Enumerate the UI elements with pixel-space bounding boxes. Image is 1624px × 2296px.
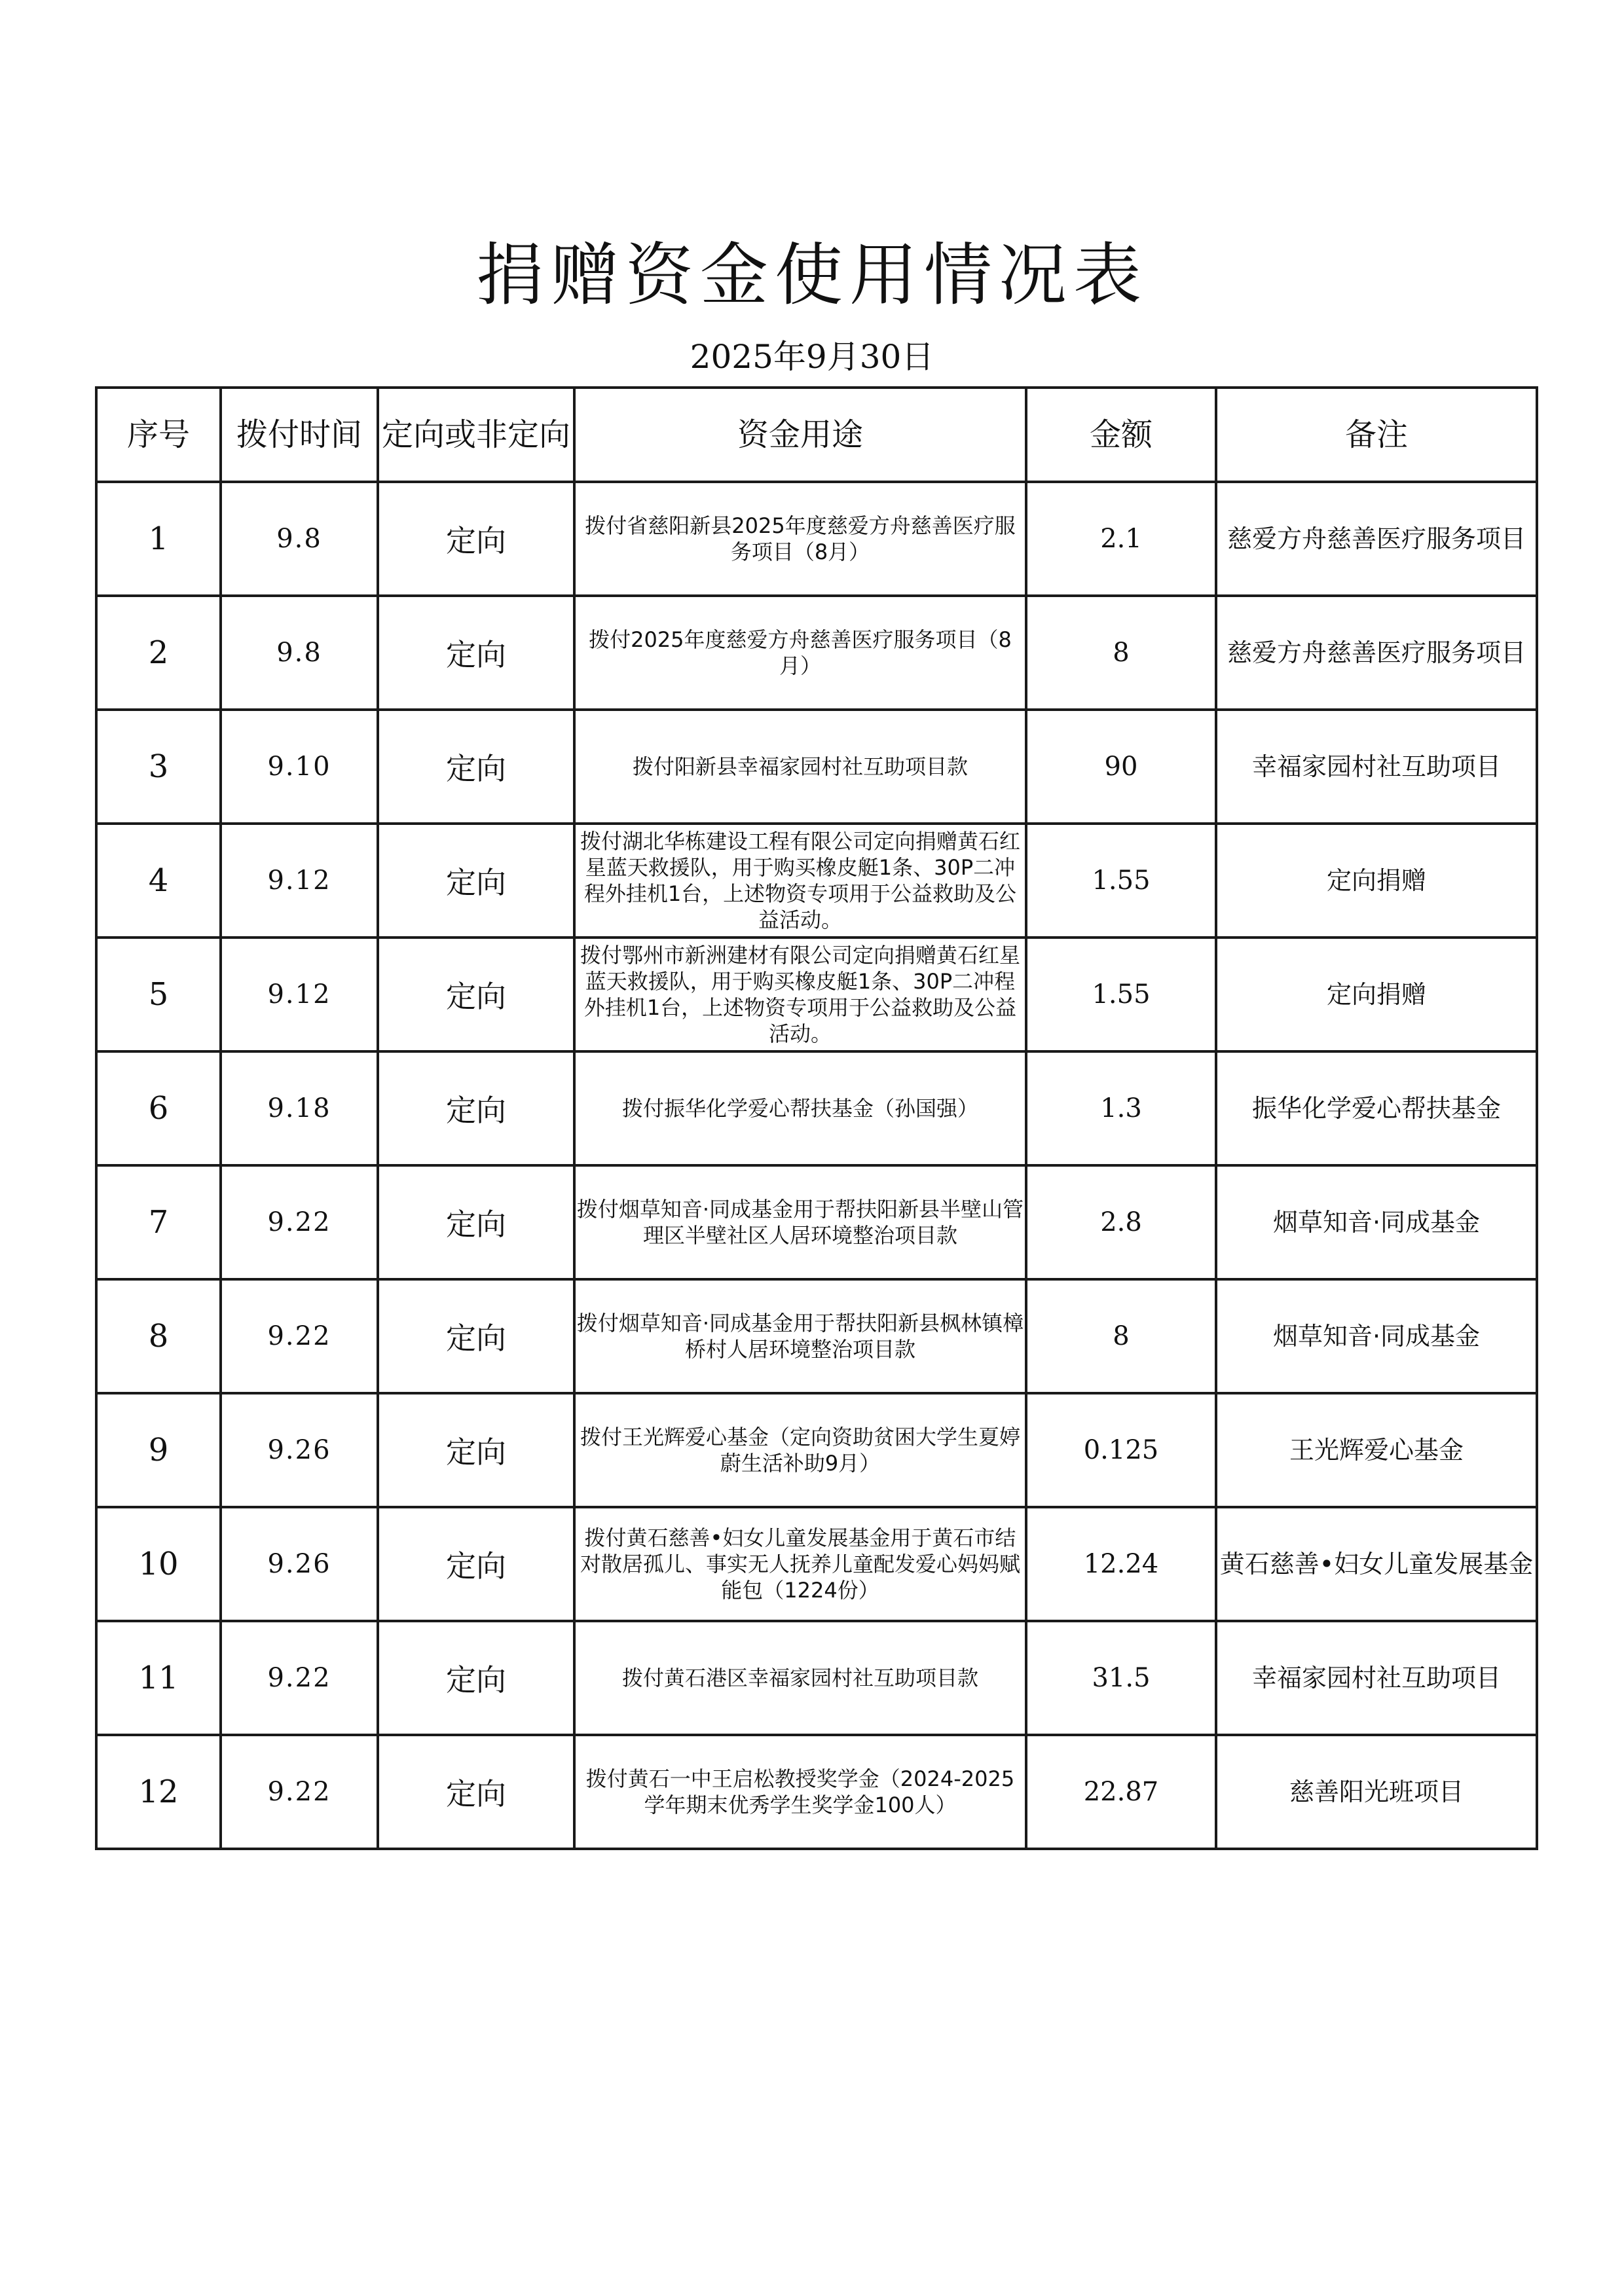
cell-remark: 烟草知音·同成基金 [1216,1279,1537,1393]
cell-payment-time: 9.8 [221,482,378,596]
table-row [96,1393,1537,1507]
cell-fund-purpose: 拨付烟草知音·同成基金用于帮扶阳新县枫林镇樟桥村人居环境整治项目款 [574,1279,1026,1393]
donation-usage-table [95,386,1538,1850]
cell-amount: 1.3 [1026,1051,1216,1165]
cell-fund-purpose: 拨付王光辉爱心基金（定向资助贫困大学生夏婷蔚生活补助9月） [574,1393,1026,1507]
cell-fund-purpose: 拨付阳新县幸福家园村社互助项目款 [574,710,1026,824]
cell-amount: 8 [1026,1279,1216,1393]
cell-amount: 1.55 [1026,938,1216,1051]
cell-serial-number: 10 [96,1507,221,1621]
table-header-row [96,388,1537,482]
cell-directed-type: 定向 [378,1165,574,1279]
cell-remark: 王光辉爱心基金 [1216,1393,1537,1507]
cell-remark: 幸福家园村社互助项目 [1216,1621,1537,1735]
cell-directed-type: 定向 [378,710,574,824]
table-row [96,1051,1537,1165]
cell-amount: 1.55 [1026,824,1216,938]
cell-serial-number: 8 [96,1279,221,1393]
cell-payment-time: 9.8 [221,596,378,710]
cell-payment-time: 9.22 [221,1735,378,1849]
cell-directed-type: 定向 [378,1735,574,1849]
cell-fund-purpose: 拨付鄂州市新洲建材有限公司定向捐赠黄石红星蓝天救援队，用于购买橡皮艇1条、30P二冲程外挂机1台，上述物资专项用于公益救助及公益活动。 [574,938,1026,1051]
header-payment-time: 拨付时间 [221,388,378,482]
cell-fund-purpose: 拨付烟草知音·同成基金用于帮扶阳新县半壁山管理区半壁社区人居环境整治项目款 [574,1165,1026,1279]
cell-directed-type: 定向 [378,1393,574,1507]
cell-remark: 定向捐赠 [1216,824,1537,938]
cell-directed-type: 定向 [378,1507,574,1621]
table-row [96,1165,1537,1279]
cell-fund-purpose: 拨付2025年度慈爱方舟慈善医疗服务项目（8月） [574,596,1026,710]
table-row [96,1507,1537,1621]
cell-serial-number: 1 [96,482,221,596]
cell-remark: 黄石慈善•妇女儿童发展基金 [1216,1507,1537,1621]
header-remark: 备注 [1216,388,1537,482]
cell-serial-number: 11 [96,1621,221,1735]
cell-payment-time: 9.22 [221,1165,378,1279]
cell-payment-time: 9.26 [221,1393,378,1507]
cell-amount: 12.24 [1026,1507,1216,1621]
table-row [96,938,1537,1051]
cell-remark: 定向捐赠 [1216,938,1537,1051]
cell-payment-time: 9.10 [221,710,378,824]
cell-fund-purpose: 拨付黄石一中王启松教授奖学金（2024-2025学年期末优秀学生奖学金100人） [574,1735,1026,1849]
table-row [96,1735,1537,1849]
table-row [96,1279,1537,1393]
cell-fund-purpose: 拨付黄石港区幸福家园村社互助项目款 [574,1621,1026,1735]
cell-serial-number: 3 [96,710,221,824]
header-serial-number: 序号 [96,388,221,482]
cell-payment-time: 9.22 [221,1621,378,1735]
table-row [96,1621,1537,1735]
cell-directed-type: 定向 [378,482,574,596]
table-row [96,824,1537,938]
header-amount: 金额 [1026,388,1216,482]
document-title: 捐赠资金使用情况表 [475,235,1148,315]
cell-remark: 振华化学爱心帮扶基金 [1216,1051,1537,1165]
table-row [96,710,1537,824]
cell-amount: 90 [1026,710,1216,824]
cell-directed-type: 定向 [378,1279,574,1393]
header-directed-type: 定向或非定向 [378,388,574,482]
cell-serial-number: 2 [96,596,221,710]
cell-payment-time: 9.26 [221,1507,378,1621]
cell-remark: 幸福家园村社互助项目 [1216,710,1537,824]
cell-directed-type: 定向 [378,1051,574,1165]
cell-serial-number: 12 [96,1735,221,1849]
cell-directed-type: 定向 [378,824,574,938]
cell-amount: 2.8 [1026,1165,1216,1279]
cell-amount: 22.87 [1026,1735,1216,1849]
cell-fund-purpose: 拨付省慈阳新县2025年度慈爱方舟慈善医疗服务项目（8月） [574,482,1026,596]
cell-fund-purpose: 拨付黄石慈善•妇女儿童发展基金用于黄石市结对散居孤儿、事实无人抚养儿童配发爱心妈妈赋能包（1224份） [574,1507,1026,1621]
document-date: 2025年9月30日 [690,338,934,376]
cell-remark: 慈爱方舟慈善医疗服务项目 [1216,482,1537,596]
cell-payment-time: 9.12 [221,938,378,1051]
cell-payment-time: 9.12 [221,824,378,938]
cell-amount: 31.5 [1026,1621,1216,1735]
table-row [96,482,1537,596]
cell-serial-number: 5 [96,938,221,1051]
cell-fund-purpose: 拨付振华化学爱心帮扶基金（孙国强） [574,1051,1026,1165]
cell-payment-time: 9.18 [221,1051,378,1165]
cell-serial-number: 4 [96,824,221,938]
cell-amount: 8 [1026,596,1216,710]
cell-amount: 0.125 [1026,1393,1216,1507]
table-row [96,596,1537,710]
cell-serial-number: 9 [96,1393,221,1507]
cell-fund-purpose: 拨付湖北华栋建设工程有限公司定向捐赠黄石红星蓝天救援队，用于购买橡皮艇1条、30P二冲程外挂机1台，上述物资专项用于公益救助及公益活动。 [574,824,1026,938]
cell-remark: 慈善阳光班项目 [1216,1735,1537,1849]
header-fund-purpose: 资金用途 [574,388,1026,482]
cell-serial-number: 6 [96,1051,221,1165]
cell-directed-type: 定向 [378,938,574,1051]
cell-serial-number: 7 [96,1165,221,1279]
cell-directed-type: 定向 [378,1621,574,1735]
cell-directed-type: 定向 [378,596,574,710]
cell-remark: 烟草知音·同成基金 [1216,1165,1537,1279]
cell-remark: 慈爱方舟慈善医疗服务项目 [1216,596,1537,710]
cell-amount: 2.1 [1026,482,1216,596]
cell-payment-time: 9.22 [221,1279,378,1393]
